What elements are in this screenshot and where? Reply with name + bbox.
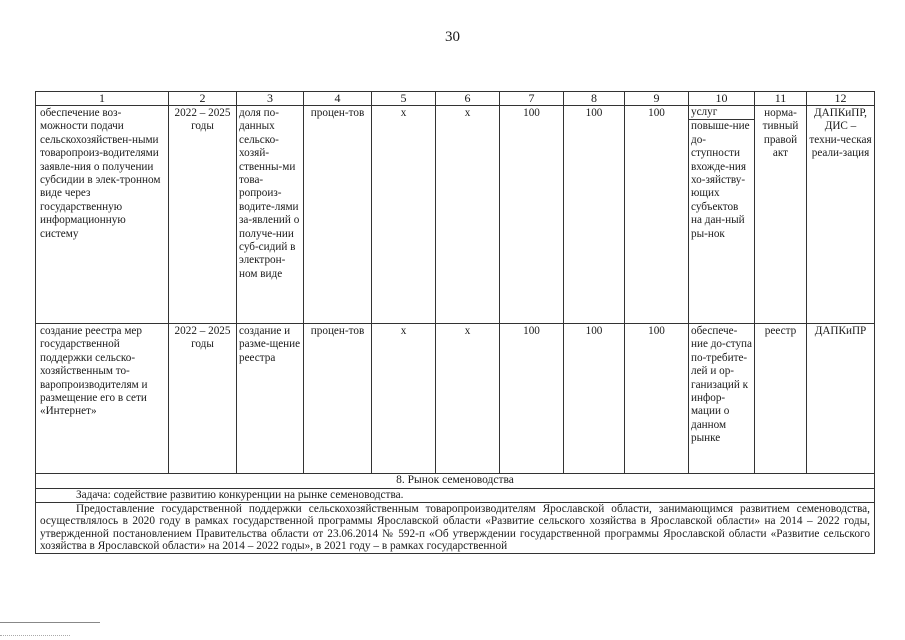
indicator-cell: создание и разме-щение реестра — [237, 324, 304, 474]
task-text: Задача: содействие развитию конкуренции на рынке семеноводства. — [36, 489, 875, 503]
value-cell: 100 — [500, 324, 564, 474]
paragraph-text: Предоставление государственной поддержки сельскохозяйственным товаропроизводителям Ярославской области, занимающимся развитием семеноводства, осуществлялось в 2020 году в рамках государственной программы Ярославской области «Развитие сельского хозяйства в Ярославской области» на 2014 – 2022 годы, утвержденной постановлением Правительства области от 23.06.2014 № 592-п «Об утверждении государственной программы Ярославской области «Развитие сельского хозяйства в Ярославской области» на 2014 – 2022 годы», в 2021 году – в рамках государственной — [36, 502, 875, 553]
header-cell: 5 — [372, 92, 436, 106]
value-cell: х — [436, 106, 500, 324]
table-row — [36, 106, 875, 324]
header-cell: 1 — [36, 92, 169, 106]
value-cell: 100 — [625, 324, 689, 474]
header-cell: 2 — [169, 92, 237, 106]
header-cell: 12 — [807, 92, 875, 106]
paragraph-row — [36, 502, 875, 553]
section-row — [36, 474, 875, 489]
responsible-cell: ДАПКиПР — [807, 324, 875, 474]
header-cell: 9 — [625, 92, 689, 106]
header-cell: 11 — [755, 92, 807, 106]
period-cell: 2022 – 2025 годы — [169, 106, 237, 324]
header-cell: 10 — [689, 92, 755, 106]
page-number: 30 — [445, 29, 460, 45]
unit-cell: процен-тов — [304, 106, 372, 324]
page-edge-dots — [0, 635, 70, 636]
header-cell: 8 — [564, 92, 625, 106]
header-cell: 7 — [500, 92, 564, 106]
header-cell: 3 — [237, 92, 304, 106]
header-cell: 6 — [436, 92, 500, 106]
value-cell: 100 — [564, 106, 625, 324]
document-cell: реестр — [755, 324, 807, 474]
unit-cell: процен-тов — [304, 324, 372, 474]
task-row — [36, 489, 875, 503]
page-edge-mark — [0, 622, 100, 623]
value-cell: х — [372, 106, 436, 324]
section-title: 8. Рынок семеноводства — [36, 474, 875, 489]
measure-cell: создание реестра мер государственной поддержки сельско-хозяйственным то-варопроизводителям и размещение его в сети «Интернет» — [36, 324, 169, 474]
period-cell: 2022 – 2025 годы — [169, 324, 237, 474]
indicator-cell: доля по-данных сельско-хозяй-ственны-ми това-ропроиз-водите-лями за-явлений о получе-нии суб-сидий в электрон-ном виде — [237, 106, 304, 324]
value-cell: 100 — [625, 106, 689, 324]
document-cell: норма-тивный правой акт — [755, 106, 807, 324]
result-cell-top: услуг — [689, 106, 754, 120]
measure-cell: обеспечение воз-можности подачи сельскохозяйствен-ными товаропроиз-водителями заявле-ния о получении субсидии в элек-тронном виде через государственную информационную систему — [36, 106, 169, 324]
result-cell: обеспече-ние до-ступа по-требите-лей и ор-ганизаций к инфор-мации о данном рынке — [689, 324, 755, 474]
table-row — [36, 324, 875, 474]
result-cell-text: повыше-ние до-ступности вхожде-ния хо-зяйству-ющих субъектов на дан-ный ры-нок — [691, 120, 750, 240]
responsible-cell: ДАПКиПР, ДИС – техни-ческая реали-зация — [807, 106, 875, 324]
value-cell: 100 — [564, 324, 625, 474]
header-row — [36, 92, 875, 106]
value-cell: х — [436, 324, 500, 474]
result-cell — [689, 106, 755, 324]
value-cell: 100 — [500, 106, 564, 324]
value-cell: х — [372, 324, 436, 474]
header-cell: 4 — [304, 92, 372, 106]
measures-table — [35, 91, 875, 554]
